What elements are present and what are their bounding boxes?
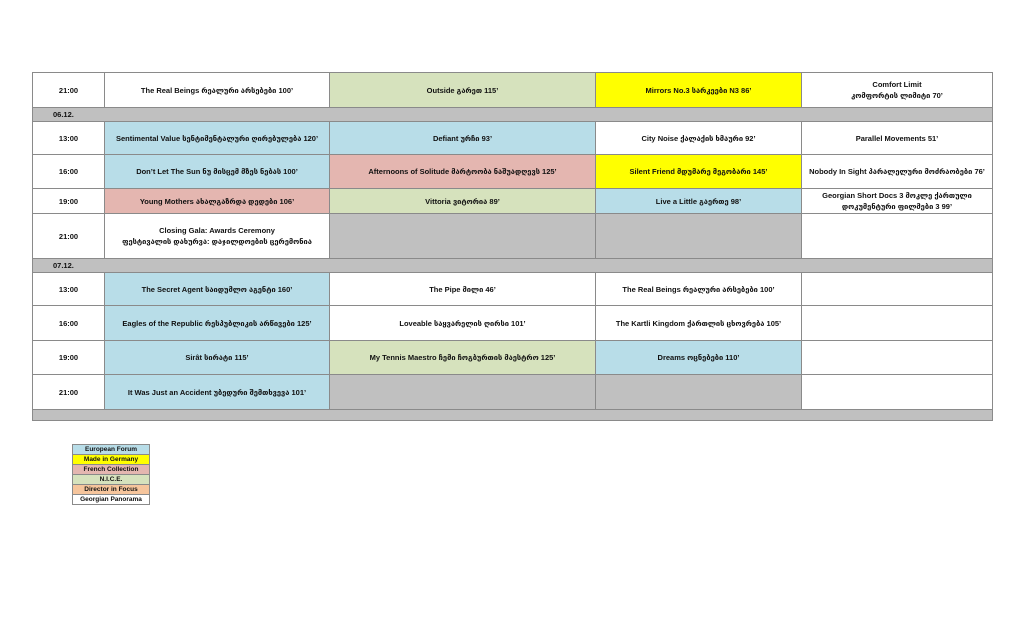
screening-cell: Nobody In Sight პარალელური მოძრაობები 76’: [802, 155, 993, 189]
screening-cell: Mirrors No.3 სარკეები N3 86’: [596, 73, 802, 108]
screening-cell: [802, 73, 993, 108]
screening-cell: Sentimental Value სენტიმენტალური ღირებულება 120’: [105, 122, 330, 155]
screening-cell: The Real Beings რეალური არსებები 100’: [596, 273, 802, 306]
schedule-row: [33, 122, 993, 155]
screening-title: Georgian Short Docs 3 მოკლე ქართული: [822, 191, 972, 200]
day-header-row: [33, 259, 993, 273]
screening-cell: The Pipe მილი 46’: [330, 273, 596, 306]
empty-cell: [596, 375, 802, 410]
screening-cell: Silent Friend მდუმარე მეგობარი 145’: [596, 155, 802, 189]
screening-cell: Vittoria ვიტორია 89’: [330, 189, 596, 214]
screening-cell: Don’t Let The Sun ნუ მისცემ მზეს ნებას 100’: [105, 155, 330, 189]
screening-cell: The Kartli Kingdom ქართლის ცხოვრება 105’: [596, 306, 802, 341]
legend-georgian-panorama: Georgian Panorama: [73, 495, 150, 505]
screening-cell: Loveable საყვარელის ღირსი 101’: [330, 306, 596, 341]
time-cell: 19:00: [33, 189, 105, 214]
table-footer-row: [33, 410, 993, 421]
schedule-row: [33, 214, 993, 259]
time-cell: 19:00: [33, 341, 105, 375]
legend-european-forum: European Forum: [73, 445, 150, 455]
empty-cell: [596, 214, 802, 259]
time-cell: 13:00: [33, 273, 105, 306]
screening-cell: The Real Beings რეალური არსებები 100’: [105, 73, 330, 108]
empty-cell: [802, 306, 993, 341]
schedule-row: [33, 273, 993, 306]
empty-cell: [802, 375, 993, 410]
screening-cell: Outside გარეთ 115’: [330, 73, 596, 108]
time-cell: 21:00: [33, 73, 105, 108]
screening-title: Comfort Limit: [872, 80, 922, 89]
day-header-row: [33, 108, 993, 122]
time-cell: 16:00: [33, 306, 105, 341]
screening-subtitle: დოკუმენტური ფილმები 3 99’: [841, 202, 953, 211]
time-cell: 21:00: [33, 214, 105, 259]
schedule-row: [33, 375, 993, 410]
screening-title: Closing Gala: Awards Ceremony: [159, 226, 275, 235]
screening-cell: Young Mothers ახალგაზრდა დედები 106’: [105, 189, 330, 214]
screening-cell: City Noise ქალაქის ხმაური 92’: [596, 122, 802, 155]
screening-cell: Live a Little გაერთე 98’: [596, 189, 802, 214]
time-cell: 16:00: [33, 155, 105, 189]
screening-subtitle: კომფორტის ლიმიტი 70’: [851, 91, 943, 100]
screening-cell: Parallel Movements 51’: [802, 122, 993, 155]
table-footer-bar: [33, 410, 993, 421]
schedule-row: [33, 306, 993, 341]
day-date: 07.12.: [33, 259, 993, 273]
screening-cell: Defiant ურჩი 93’: [330, 122, 596, 155]
screening-cell: [802, 189, 993, 214]
time-cell: 13:00: [33, 122, 105, 155]
screening-subtitle: ფესტივალის დახურვა: დაჯილდოების ცერემონია: [122, 237, 312, 246]
screening-cell: It Was Just an Accident უბედური შემთხვევა 101’: [105, 375, 330, 410]
screening-cell: Afternoons of Solitude მარტოობა ნაშუადღევს 125’: [330, 155, 596, 189]
screening-cell: The Secret Agent საიდუმლო აგენტი 160’: [105, 273, 330, 306]
schedule-table: [32, 72, 993, 421]
legend-director-in-focus: Director in Focus: [73, 485, 150, 495]
empty-cell: [330, 375, 596, 410]
day-date: 06.12.: [33, 108, 993, 122]
empty-cell: [802, 341, 993, 375]
empty-cell: [330, 214, 596, 259]
screening-cell: Dreams ოცნებები 110’: [596, 341, 802, 375]
empty-cell: [802, 214, 993, 259]
empty-cell: [802, 273, 993, 306]
schedule-row: [33, 155, 993, 189]
screening-cell: Sirât სირატი 115’: [105, 341, 330, 375]
schedule-row: [33, 341, 993, 375]
legend-made-in-germany: Made in Germany: [73, 455, 150, 465]
time-cell: 21:00: [33, 375, 105, 410]
screening-cell: My Tennis Maestro ჩემი ჩოგბურთის მაესტრო 125’: [330, 341, 596, 375]
schedule-row: [33, 73, 993, 108]
color-legend: [72, 444, 150, 505]
legend-french-collection: French Collection: [73, 465, 150, 475]
screening-cell: Eagles of the Republic რესპუბლიკის არწივები 125’: [105, 306, 330, 341]
schedule-row: [33, 189, 993, 214]
screening-cell: [105, 214, 330, 259]
legend-nice: N.I.C.E.: [73, 475, 150, 485]
